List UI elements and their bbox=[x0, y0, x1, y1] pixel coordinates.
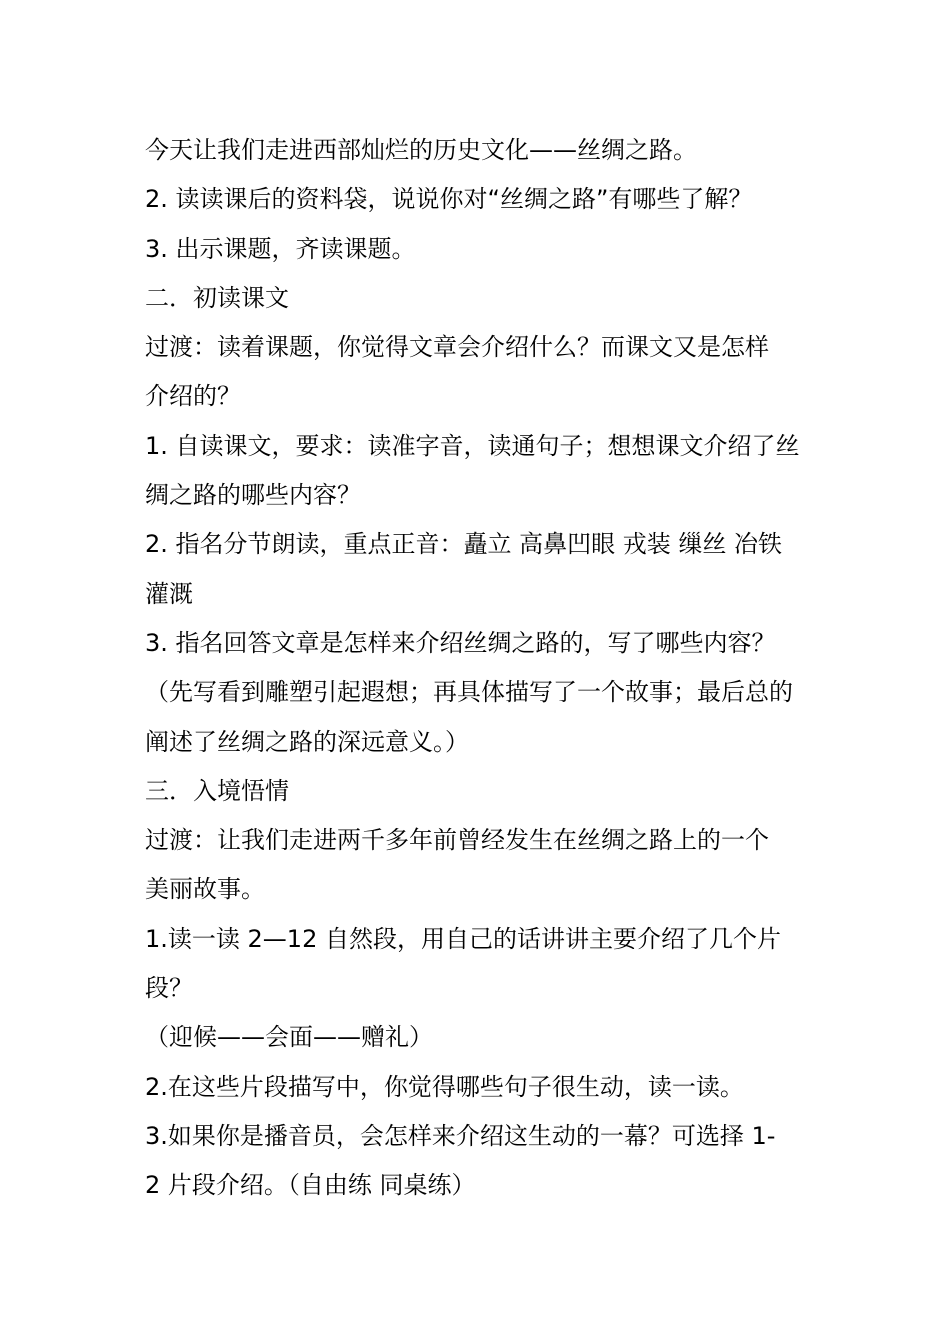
text-line-transition-2: 过渡：让我们走进两千多年前曾经发生在丝绸之路上的一个 bbox=[145, 826, 769, 855]
text-line-transition-1-cont: 介绍的？ bbox=[145, 382, 241, 411]
text-line-intro: 今天让我们走进西部灿烂的历史文化——丝绸之路。 bbox=[145, 136, 697, 164]
text-line-task-3: 3.如果你是播音员，会怎样来介绍这生动的一幕？可选择 1- bbox=[145, 1121, 776, 1150]
section-heading-2: 二．初读课文 bbox=[145, 283, 289, 312]
text-line-read-2-cont: 灌溉 bbox=[145, 579, 193, 608]
text-line-task-1: 1.读一读 2—12 自然段，用自己的话讲讲主要介绍了几个片 bbox=[145, 924, 781, 953]
text-line-step-2: 2. 读读课后的资料袋，说说你对“丝绸之路”有哪些了解？ bbox=[145, 185, 753, 214]
text-line-read-1-cont: 绸之路的哪些内容？ bbox=[145, 481, 361, 510]
text-line-step-3: 3. 出示课题，齐读课题。 bbox=[145, 234, 416, 263]
section-heading-3: 三．入境悟情 bbox=[145, 776, 289, 805]
text-line-read-2: 2. 指名分节朗读，重点正音：矗立 高鼻凹眼 戎装 缫丝 冶铁 bbox=[145, 530, 783, 559]
text-line-read-3-answer: （先写看到雕塑引起遐想；再具体描写了一个故事；最后总的 bbox=[145, 678, 793, 707]
text-line-read-3: 3. 指名回答文章是怎样来介绍丝绸之路的，写了哪些内容？ bbox=[145, 628, 776, 657]
text-line-transition-2-cont: 美丽故事。 bbox=[145, 875, 265, 904]
text-line-task-1-cont: 段？ bbox=[145, 974, 193, 1003]
document-body bbox=[145, 126, 815, 1211]
text-line-read-3-answer-cont: 阐述了丝绸之路的深远意义。） bbox=[145, 727, 469, 756]
text-line-task-1-answer: （迎候——会面——赠礼） bbox=[145, 1023, 433, 1052]
text-line-read-1: 1. 自读课文，要求：读准字音，读通句子；想想课文介绍了丝 bbox=[145, 431, 800, 460]
text-line-task-3-cont: 2 片段介绍。（自由练 同桌练） bbox=[145, 1171, 476, 1200]
text-line-task-2: 2.在这些片段描写中，你觉得哪些句子很生动，读一读。 bbox=[145, 1072, 744, 1101]
text-line-transition-1: 过渡：读着课题，你觉得文章会介绍什么？而课文又是怎样 bbox=[145, 333, 769, 362]
